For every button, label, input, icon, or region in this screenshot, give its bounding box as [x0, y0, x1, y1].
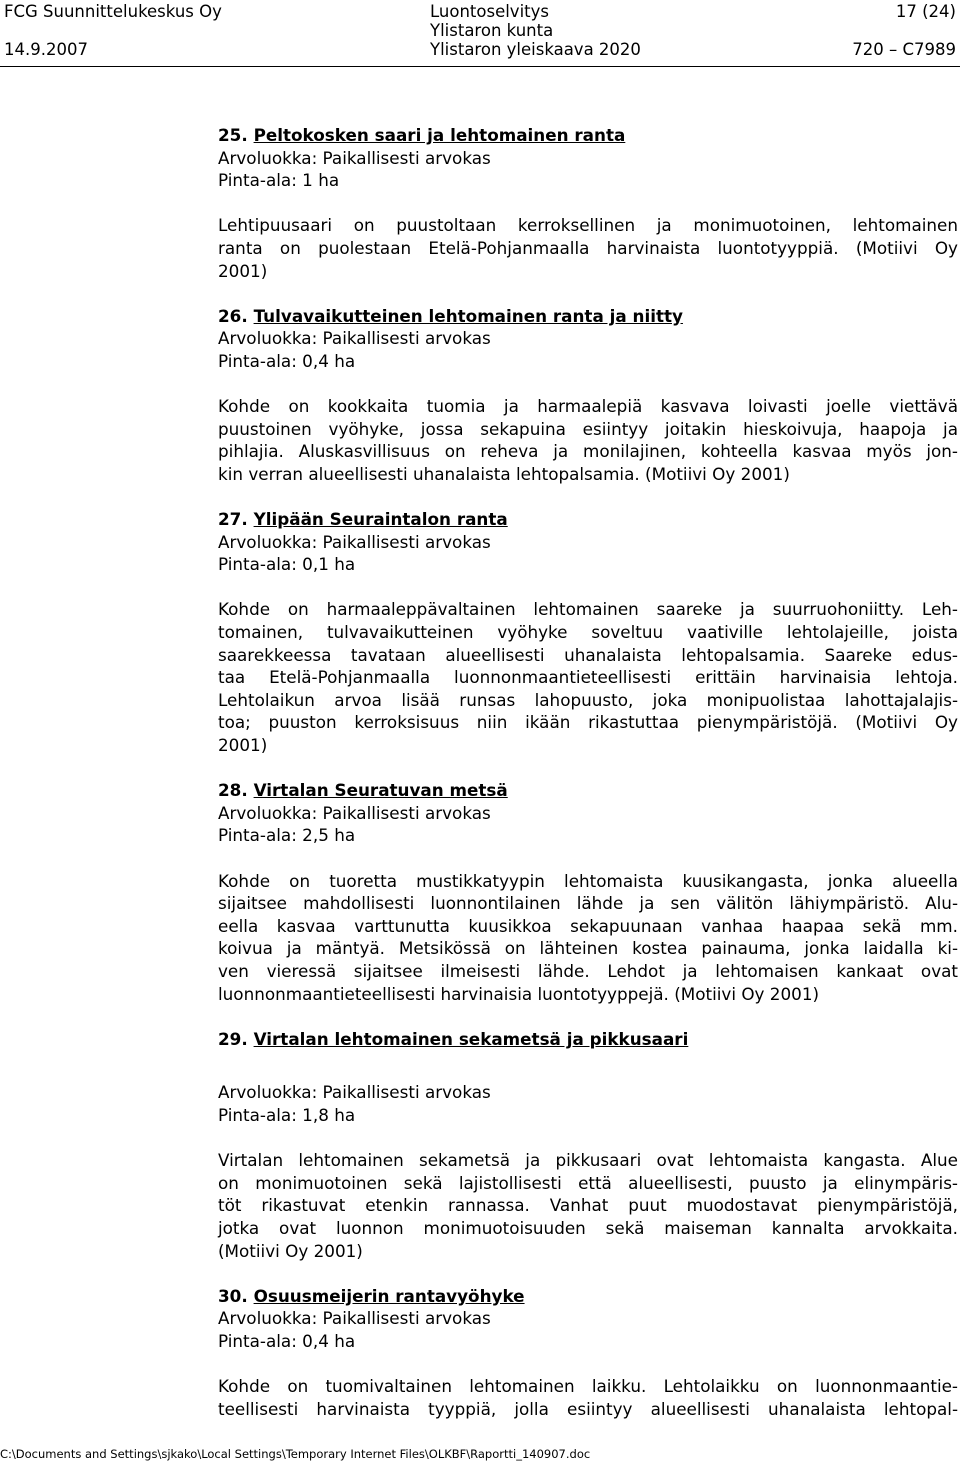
section-heading: Peltokosken saari ja lehtomainen ranta	[253, 125, 626, 145]
paragraph-line: sijaitsee mahdollisesti luonnontilainen lähde ja sen välitön lähiympäristö. Alu-	[218, 893, 958, 914]
section-number: 30.	[218, 1285, 248, 1306]
area: Pinta-ala: 0,4 ha	[218, 1330, 356, 1351]
paragraph-line: Kohde on tuomivaltainen lehtomainen laikku. Lehtolaikku on luonnonmaantie-	[218, 1376, 958, 1397]
section-30	[218, 1285, 958, 1421]
paragraph-line: taa Etelä-Pohjanmaalla luonnonmaantieteellisesti erittäin harvinaisia lehtoja.	[218, 667, 958, 688]
area: Pinta-ala: 0,4 ha	[218, 350, 356, 371]
paragraph-line: on monimuotoinen sekä lajistollisesti että alueellisesti, puusto ja elinympäris-	[218, 1172, 958, 1193]
area: Pinta-ala: 0,1 ha	[218, 554, 356, 575]
section-26	[218, 305, 958, 486]
paragraph-line: Kohde on tuoretta mustikkatyypin lehtomaista kuusikangasta, jonka alueella	[218, 870, 958, 891]
header-company: FCG Suunnittelukeskus Oy	[4, 2, 222, 21]
header-project-code: 720 – C7989	[852, 40, 956, 59]
section-heading: Virtalan lehtomainen sekametsä ja pikkusaari	[253, 1028, 689, 1049]
paragraph-line: kin verran alueellisesti uhanalaista lehtopalsamia. (Motiivi Oy 2001)	[218, 463, 790, 484]
header-doc-title: Luontoselvitys	[430, 2, 549, 21]
section-28	[218, 779, 958, 1005]
paragraph-line: 2001)	[218, 260, 268, 281]
section-title	[218, 124, 958, 147]
paragraph-line: Lehtipuusaari on puustoltaan kerroksellinen ja monimuotoinen, lehtomainen	[218, 215, 958, 236]
section-title	[218, 1028, 958, 1051]
value-class: Arvoluokka: Paikallisesti arvokas	[218, 1082, 491, 1103]
area: Pinta-ala: 1 ha	[218, 170, 340, 191]
section-title	[218, 1285, 958, 1308]
value-class: Arvoluokka: Paikallisesti arvokas	[218, 147, 491, 168]
header-municipality: Ylistaron kunta	[430, 21, 554, 40]
paragraph-line: pihlajia. Aluskasvillisuus on reheva ja monilajinen, kohteella kasvaa myös jon-	[218, 441, 958, 462]
header-date: 14.9.2007	[4, 40, 88, 59]
paragraph-line: toa; puuston kerroksisuus niin ikään rikastuttaa pienympäristöjä. (Motiivi Oy	[218, 712, 958, 733]
section-29	[218, 1028, 958, 1262]
paragraph-line: puustoinen vyöhyke, jossa sekapuina esiintyy joitakin hieskoivuja, haapoja ja	[218, 418, 958, 439]
section-heading: Virtalan Seuratuvan metsä	[253, 780, 508, 801]
section-27	[218, 508, 958, 757]
paragraph-line: saarekkeessa tavataan alueellisesti uhanalaista lehtopalsamia. Saareke edus-	[218, 644, 958, 665]
footer-file-path: C:\Documents and Settings\sjkako\Local Settings\Temporary Internet Files\OLKBF\Raportti_140907.doc	[0, 1447, 591, 1461]
value-class: Arvoluokka: Paikallisesti arvokas	[218, 531, 491, 552]
paragraph-line: Kohde on harmaaleppävaltainen lehtomainen saareke ja suurruohoniitty. Leh-	[218, 599, 958, 620]
paragraph-line: (Motiivi Oy 2001)	[218, 1240, 363, 1261]
paragraph-line: luonnonmaantieteellisesti harvinaisia luontotyyppejä. (Motiivi Oy 2001)	[218, 983, 820, 1004]
paragraph-line: jotka ovat luonnon monimuotoisuuden sekä maiseman kannalta arvokkaita.	[218, 1217, 958, 1238]
header-page-number: 17 (24)	[895, 2, 956, 21]
paragraph-line: koivua ja mäntyä. Metsikössä on lähteinen kostea painauma, jonka laidalla ki-	[218, 938, 958, 959]
section-number: 29.	[218, 1028, 248, 1049]
paragraph-line: ranta on puolestaan Etelä-Pohjanmaalla harvinaista luontotyyppiä. (Motiivi Oy	[218, 237, 958, 258]
paragraph-line: Lehtolaikun arvoa lisää runsas lahopuusto, joka monipuolistaa lahottajalajis-	[218, 689, 958, 710]
paragraph-line: 2001)	[218, 735, 268, 756]
paragraph-line: tomainen, tulvavaikutteinen vyöhyke soveltuu vaativille lehtolajeille, joista	[218, 622, 958, 643]
section-number: 27.	[218, 509, 248, 530]
section-title	[218, 779, 958, 802]
section-title	[218, 305, 958, 328]
section-number: 26.	[218, 305, 248, 326]
value-class: Arvoluokka: Paikallisesti arvokas	[218, 328, 491, 349]
paragraph-line: teellisesti harvinaista tyyppiä, jolla esiintyy alueellisesti uhanalaista lehtopal-	[218, 1398, 958, 1419]
section-heading: Osuusmeijerin rantavyöhyke	[253, 1285, 525, 1306]
value-class: Arvoluokka: Paikallisesti arvokas	[218, 802, 491, 823]
document-body	[218, 124, 958, 1420]
area: Pinta-ala: 2,5 ha	[218, 825, 356, 846]
paragraph-line: ven vieressä sijaitsee ilmeisesti lähde. Lehdot ja lehtomaisen kankaat ovat	[218, 960, 958, 981]
section-heading: Tulvavaikutteinen lehtomainen ranta ja niitty	[253, 305, 683, 326]
section-heading: Ylipään Seuraintalon ranta	[253, 509, 508, 530]
section-25	[218, 124, 958, 282]
paragraph-line: eella kasvaa varttunutta kuusikkoa sekapuunaan vanhaa haapaa sekä mm.	[218, 915, 958, 936]
section-number: 28.	[218, 780, 248, 801]
paragraph-line: Kohde on kookkaita tuomia ja harmaalepiä kasvava loivasti joelle viettävä	[218, 396, 958, 417]
paragraph-line: Virtalan lehtomainen sekametsä ja pikkusaari ovat lehtomaista kangasta. Alue	[218, 1150, 958, 1171]
section-title	[218, 508, 958, 531]
area: Pinta-ala: 1,8 ha	[218, 1104, 356, 1125]
section-number: 25.	[218, 125, 248, 145]
paragraph-line: töt rikastuvat etenkin rannassa. Vanhat puut muodostavat pienympäristöjä,	[218, 1195, 958, 1216]
value-class: Arvoluokka: Paikallisesti arvokas	[218, 1308, 491, 1329]
header-divider	[0, 66, 960, 67]
header-plan: Ylistaron yleiskaava 2020	[430, 40, 641, 59]
